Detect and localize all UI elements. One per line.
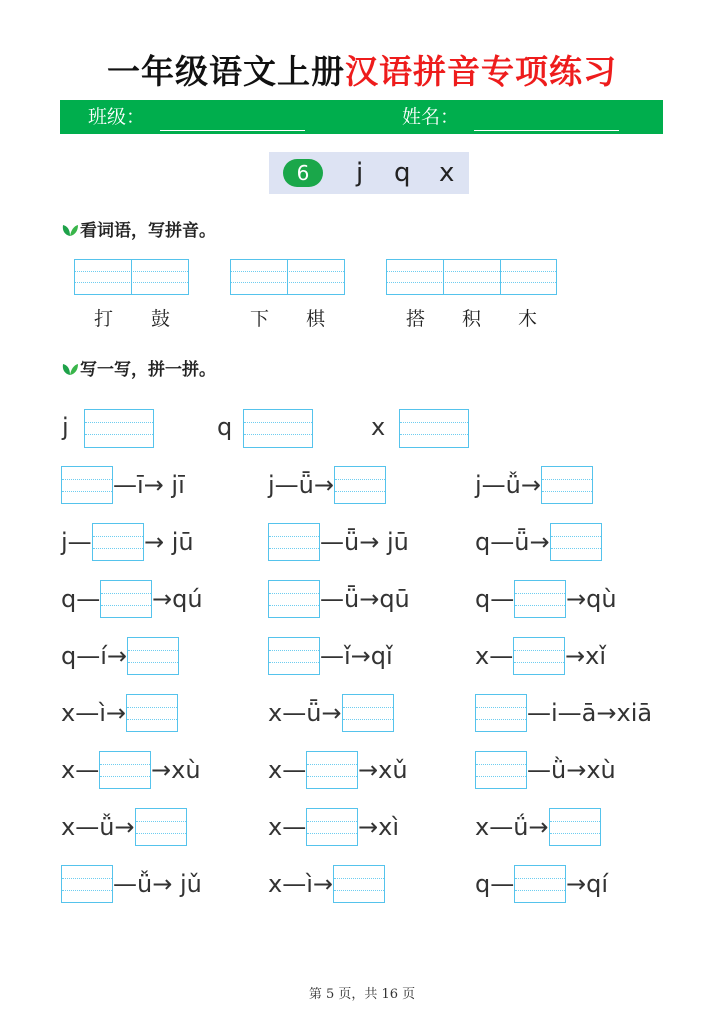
answer-box[interactable] (541, 466, 593, 504)
section1-title (62, 221, 216, 241)
pinyin-text: →qí (566, 870, 609, 898)
letter-j: j (62, 413, 69, 441)
answer-box[interactable] (513, 637, 565, 675)
word-3-char-1: 搭 (406, 308, 426, 330)
answer-box[interactable] (99, 751, 151, 789)
page-number: 第 5 页，共 16 页 (308, 987, 416, 1002)
answer-box[interactable] (100, 580, 152, 618)
class-field[interactable] (160, 130, 305, 131)
pinyin-text: j—ǚ→ (475, 471, 541, 499)
answer-box[interactable] (268, 523, 320, 561)
pinyin-text: →qù (566, 585, 617, 613)
section2-title-text: 写一写，拼一拼。 (80, 360, 216, 380)
pinyin-text: j— (61, 528, 92, 556)
answer-box[interactable] (549, 808, 601, 846)
pinyin-text: →xù (151, 756, 201, 784)
pinyin-text: —ǖ→ jū (320, 528, 409, 556)
section1-title-text: 看词语，写拼音。 (80, 221, 216, 241)
answer-box[interactable] (306, 751, 358, 789)
pinyin-text: →qú (152, 585, 203, 613)
letter-q: q (217, 413, 233, 441)
answer-box[interactable] (61, 865, 113, 903)
answer-box[interactable] (306, 808, 358, 846)
answer-box[interactable] (126, 694, 178, 732)
pinyin-grid-word-2[interactable] (230, 259, 345, 295)
pinyin-text: q—ǖ→ (475, 528, 550, 556)
pinyin-text: —ī→ jī (113, 471, 185, 499)
word-3-char-3: 木 (518, 308, 538, 330)
pinyin-text: q— (475, 585, 515, 613)
pinyin-text: —ǚ→ jǔ (113, 870, 202, 898)
pinyin-text: q— (475, 870, 515, 898)
answer-box[interactable] (475, 694, 527, 732)
unit-letter-x: x (439, 158, 455, 188)
pinyin-text: x—ǚ→ (61, 813, 135, 841)
word-1-char-2: 鼓 (151, 308, 171, 330)
pinyin-text: —ǜ→xù (527, 756, 616, 784)
pinyin-text: —i—ā→xiā (527, 699, 653, 727)
leaf-icon (62, 362, 78, 376)
word-3-char-2: 积 (462, 308, 482, 330)
pinyin-text: j—ǖ→ (268, 471, 334, 499)
pinyin-text: x—ì→ (61, 699, 126, 727)
pinyin-text: —ǖ→qū (320, 585, 410, 613)
write-box-j[interactable] (84, 409, 154, 448)
word-2-char-1: 下 (250, 308, 270, 330)
answer-box[interactable] (334, 466, 386, 504)
write-box-x[interactable] (399, 409, 469, 448)
title-black-part: 一年级语文上册 (107, 52, 345, 91)
pinyin-text: q—í→ (61, 642, 128, 670)
answer-box[interactable] (342, 694, 394, 732)
student-info-bar (60, 100, 663, 134)
answer-box[interactable] (135, 808, 187, 846)
write-box-q[interactable] (243, 409, 313, 448)
word-1-char-1: 打 (94, 308, 114, 330)
name-label: 姓名： (402, 106, 460, 128)
pinyin-text: →xì (358, 813, 399, 841)
page-title (0, 50, 724, 94)
answer-box[interactable] (127, 637, 179, 675)
section2-title (62, 360, 216, 380)
pinyin-text: x—ǖ→ (268, 699, 342, 727)
pinyin-text: x— (61, 756, 100, 784)
word-2-char-2: 棋 (306, 308, 326, 330)
unit-number-badge: 6 (283, 159, 323, 187)
letter-x: x (371, 413, 386, 441)
answer-box[interactable] (268, 580, 320, 618)
answer-box[interactable] (61, 466, 113, 504)
answer-box[interactable] (92, 523, 144, 561)
answer-box[interactable] (475, 751, 527, 789)
pinyin-text: x—ǘ→ (475, 813, 549, 841)
pinyin-text: x— (475, 642, 514, 670)
answer-box[interactable] (550, 523, 602, 561)
pinyin-text: x— (268, 756, 307, 784)
pinyin-text: x— (268, 813, 307, 841)
pinyin-text: →xǐ (565, 642, 606, 670)
pinyin-text: —ǐ→qǐ (320, 642, 393, 670)
unit-letter-q: q (394, 158, 411, 188)
pinyin-text: →xǔ (358, 756, 408, 784)
answer-box[interactable] (514, 865, 566, 903)
name-field[interactable] (474, 130, 619, 131)
title-red-part: 汉语拼音专项练习 (345, 52, 617, 91)
answer-box[interactable] (268, 637, 320, 675)
pinyin-text: → jū (144, 528, 194, 556)
pinyin-text: x—ì→ (268, 870, 333, 898)
answer-box[interactable] (333, 865, 385, 903)
leaf-icon (62, 223, 78, 237)
pinyin-grid-word-3[interactable] (386, 259, 557, 295)
unit-letter-j: j (356, 158, 364, 188)
pinyin-grid-word-1[interactable] (74, 259, 189, 295)
pinyin-text: q— (61, 585, 101, 613)
class-label: 班级： (88, 106, 146, 128)
answer-box[interactable] (514, 580, 566, 618)
